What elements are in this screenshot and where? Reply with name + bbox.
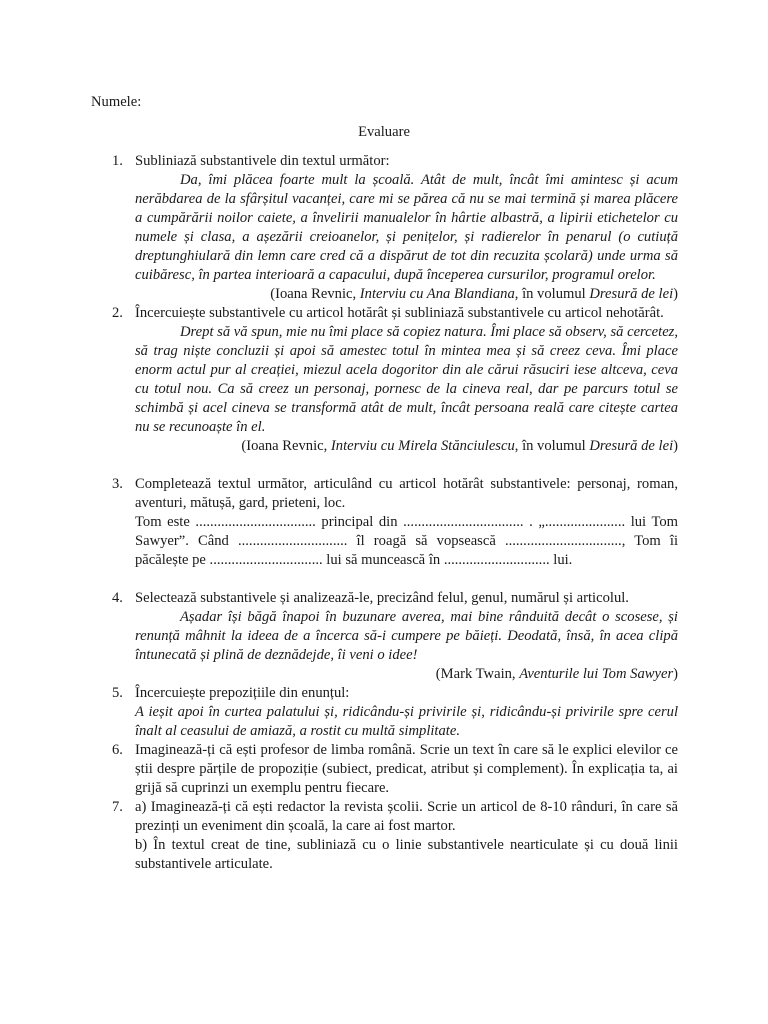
exercise-instruction: Imaginează-ți că ești profesor de limba română. Scrie un text în care să le explici elevilor ce știi despre părțile de propoziție (subiect, predicat, atribut și complement). În explicația ta, ai grijă să cuprinzi un exemplu pentru fiecare.: [135, 742, 678, 796]
quote-source: (Mark Twain, Aventurile lui Tom Sawyer): [435, 666, 678, 682]
exercise-instruction-b: b) În textul creat de tine, subliniază cu o linie substantivele nearticulate și cu două linii substantivele articulate.: [135, 837, 678, 872]
exercise-number: 5.: [112, 685, 123, 701]
exercise-item: [112, 304, 678, 456]
quoted-text: Da, îmi plăcea foarte mult la școală. Atât de mult, încât îmi amintesc și acum nerăbdarea de la sfârșitul vacanței, care mi se părea că nu se mai termină și marea plăcere a cumpărării noilor caiete, a învelirii manualelor în hârtie albastră, a lipirii etichetelor cu numele și clasa, a așezării creioanelor, și penițelor, și radierelor în penarul (o cutiuță dreptunghiulară din lemn care cred că a dispărut de tot din recuzita școlară) unde urma să cuibăresc, în partea interioară a capacului, după începerea cursurilor, programul orelor.: [135, 172, 678, 283]
exercise-item: [112, 152, 678, 304]
spacer: [112, 456, 678, 475]
quoted-text: A ieșit apoi în curtea palatului și, ridicându-și privirile și, ridicându-și privirile spre cerul înalt al ceasului de amiază, a rostit cu multă simplitate.: [135, 704, 678, 739]
quoted-text: Așadar își băgă înapoi în buzunare averea, mai bine rânduită decât o scosese, și renunță mâhnit la ideea de a încerca să-i cumpere pe băieți. Deodată, însă, în acea clipă întunecată și plină de deznădejde, îi veni o idee!: [135, 609, 678, 663]
exercise-number: 6.: [112, 742, 123, 758]
spacer: [112, 570, 678, 589]
student-name-label: Numele:: [91, 94, 142, 110]
exercise-number: 1.: [112, 153, 123, 169]
exercise-instruction-a: a) Imaginează-ți că ești redactor la revista școlii. Scrie un articol de 8-10 rânduri, în care să prezinți un eveniment din școală, la care ai fost martor.: [135, 799, 678, 834]
exercise-item: [112, 798, 678, 874]
exercise-instruction: Încercuiește substantivele cu articol hotărât și subliniază substantivele cu articol nehotărât.: [135, 305, 664, 321]
exercise-item: [112, 741, 678, 798]
exercise-instruction: Completează textul următor, articulând cu articol hotărât substantivele: personaj, roman, aventuri, mătușă, gard, prieteni, loc.: [135, 476, 678, 511]
exercise-list: [112, 152, 678, 874]
exercise-item: [112, 475, 678, 570]
exercise-item: [112, 684, 678, 741]
quote-source: (Ioana Revnic, Interviu cu Mirela Stănciulescu, în volumul Dresură de lei): [241, 438, 678, 454]
exercise-item: [112, 589, 678, 684]
exercise-number: 4.: [112, 590, 123, 606]
exercise-instruction: Încercuiește prepozițiile din enunțul:: [135, 685, 350, 701]
quote-source: (Ioana Revnic, Interviu cu Ana Blandiana, în volumul Dresură de lei): [270, 286, 678, 302]
exercise-number: 3.: [112, 476, 123, 492]
exercise-number: 2.: [112, 305, 123, 321]
quoted-text: Drept să vă spun, mie nu îmi place să copiez natura. Îmi place să observ, să cercetez, să trag niște concluzii și apoi să amestec totul în mintea mea și să creez ceva. Îmi place enorm actul pur al creației, miezul acela dogoritor din ale cărui răsuciri iese altceva, ceva cu totul nou. Ca să creez un personaj, pornesc de la cineva real, dar pe parcurs totul se schimbă și acel cineva se transformă atât de mult, încât persoana reală care citește cartea nu se recunoaște în el.: [135, 324, 678, 435]
exercise-number: 7.: [112, 799, 123, 815]
fill-in-text: Tom este ................................. principal din ................................. . „...................... lui Tom Sawyer”. Când .............................. îl roagă să vopsească ................................, Tom îi păcălește pe ............................... lui să muncească în ............................. lui.: [135, 514, 678, 568]
exercise-instruction: Selectează substantivele și analizează-le, precizând felul, genul, numărul și articolul.: [135, 590, 629, 606]
exercise-instruction: Subliniază substantivele din textul următor:: [135, 153, 390, 169]
page-title: Evaluare: [358, 124, 410, 140]
